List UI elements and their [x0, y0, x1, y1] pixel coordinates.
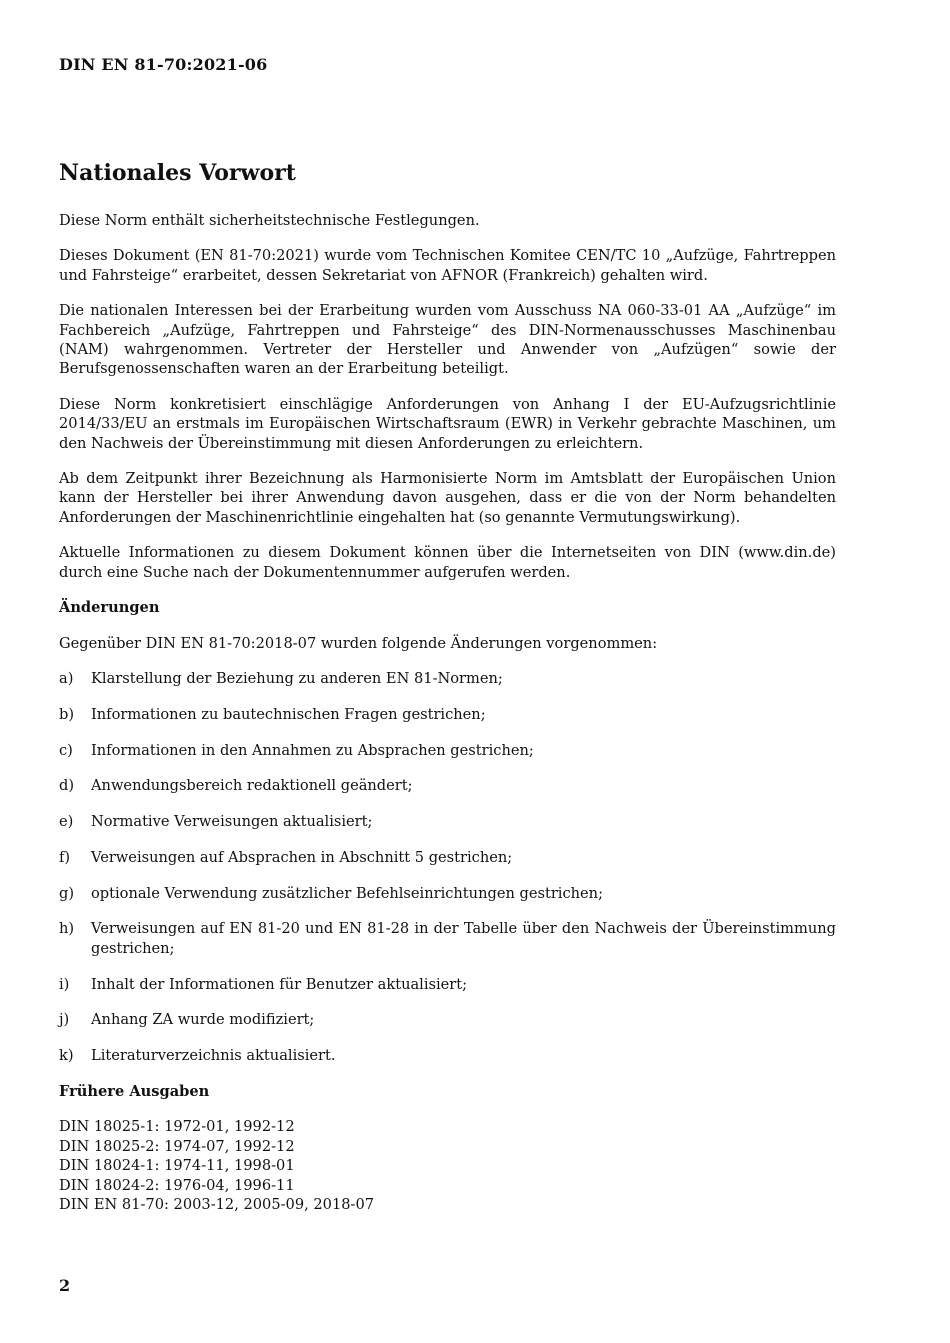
list-item-text: Anwendungsbereich redaktionell geändert;: [91, 777, 413, 795]
changes-intro: Gegenüber DIN EN 81-70:2018-07 wurden folgende Änderungen vorgenommen:: [59, 634, 658, 652]
list-marker: a): [59, 669, 74, 687]
list-item: [59, 1046, 836, 1065]
list-marker: d): [59, 777, 75, 795]
list-item-text: Anhang ZA wurde modifiziert;: [91, 1011, 315, 1029]
list-item-text: Literaturverzeichnis aktualisiert.: [91, 1047, 336, 1065]
list-item-text: Normative Verweisungen aktualisiert;: [91, 813, 373, 831]
edition-entry: DIN 18025-1: 1972-01, 1992-12: [59, 1118, 295, 1136]
list-item: [59, 884, 836, 903]
page-number: 2: [59, 1276, 71, 1295]
list-item: [59, 975, 836, 994]
paragraph: Dieses Dokument (EN 81-70:2021) wurde vom Technischen Komitee CEN/TC 10 „Aufzüge, Fahrtreppen und Fahrsteige“ erarbeitet, dessen Sekretariat von AFNOR (Frankreich) gehalten wird.: [59, 247, 836, 284]
list-marker: i): [59, 975, 70, 993]
list-marker: b): [59, 705, 75, 723]
paragraph: Ab dem Zeitpunkt ihrer Bezeichnung als Harmonisierte Norm im Amtsblatt der Europäischen Union kann der Hersteller bei ihrer Anwendung davon ausgehen, dass er die von der Norm behandelten Anforderungen der Maschinenrichtlinie eingehalten hat (so genannte Vermutungswirkung).: [59, 470, 836, 526]
list-item-text: Inhalt der Informationen für Benutzer aktualisiert;: [91, 975, 468, 993]
list-item-text: Klarstellung der Beziehung zu anderen EN 81-Normen;: [91, 669, 503, 687]
previous-editions-heading: Frühere Ausgaben: [59, 1083, 210, 1101]
list-marker: f): [59, 848, 71, 866]
list-item: [59, 705, 836, 724]
list-item-text: Verweisungen auf EN 81-20 und EN 81-28 in der Tabelle über den Nachweis der Übereinstimmung gestrichen;: [91, 920, 836, 957]
list-item-text: optionale Verwendung zusätzlicher Befehlseinrichtungen gestrichen;: [91, 884, 603, 902]
list-item-text: Informationen in den Annahmen zu Absprachen gestrichen;: [91, 741, 534, 759]
list-item-text: Verweisungen auf Absprachen in Abschnitt 5 gestrichen;: [91, 848, 513, 866]
paragraph: Die nationalen Interessen bei der Erarbeitung wurden vom Ausschuss NA 060-33-01 AA „Aufzüge“ im Fachbereich „Aufzüge, Fahrtreppen und Fahrsteige“ des DIN-Normenausschusses Maschinenbau (NAM) wahrgenommen. Vertreter der Hersteller und Anwender von „Aufzügen“ sowie der Berufsgenossenschaften waren an der Erarbeitung beteiligt.: [59, 302, 836, 378]
changes-list: [59, 669, 836, 1066]
previous-editions-list: [59, 1117, 836, 1214]
list-item-text: Informationen zu bautechnischen Fragen gestrichen;: [91, 705, 486, 723]
list-item: [59, 848, 836, 867]
changes-heading: Änderungen: [59, 599, 160, 617]
list-item: [59, 812, 836, 831]
list-item: [59, 919, 836, 958]
list-item: [59, 776, 836, 795]
list-marker: e): [59, 813, 74, 831]
list-item: [59, 669, 836, 688]
edition-entry: DIN EN 81-70: 2003-12, 2005-09, 2018-07: [59, 1196, 375, 1214]
document-body: [59, 211, 836, 1215]
edition-entry: DIN 18025-2: 1974-07, 1992-12: [59, 1137, 295, 1155]
edition-entry: DIN 18024-2: 1976-04, 1996-11: [59, 1176, 295, 1194]
list-marker: g): [59, 884, 75, 902]
list-item: [59, 1010, 836, 1029]
page-title: Nationales Vorwort: [59, 160, 296, 186]
paragraph: Diese Norm konkretisiert einschlägige Anforderungen von Anhang I der EU-Aufzugsrichtlinie 2014/33/EU an erstmals im Europäischen Wirtschaftsraum (EWR) in Verkehr gebrachte Maschinen, um den Nachweis der Übereinstimmung mit diesen Anforderungen zu erleichtern.: [59, 395, 836, 452]
list-item: [59, 741, 836, 760]
paragraph: Aktuelle Informationen zu diesem Dokument können über die Internetseiten von DIN (www.din.de) durch eine Suche nach der Dokumentennummer aufgerufen werden.: [59, 544, 836, 581]
edition-entry: DIN 18024-1: 1974-11, 1998-01: [59, 1157, 295, 1175]
paragraph: Diese Norm enthält sicherheitstechnische Festlegungen.: [59, 212, 480, 229]
list-marker: h): [59, 920, 75, 938]
document-id: DIN EN 81-70:2021-06: [59, 55, 268, 74]
list-marker: k): [59, 1047, 74, 1065]
list-marker: j): [59, 1011, 70, 1029]
list-marker: c): [59, 741, 73, 759]
